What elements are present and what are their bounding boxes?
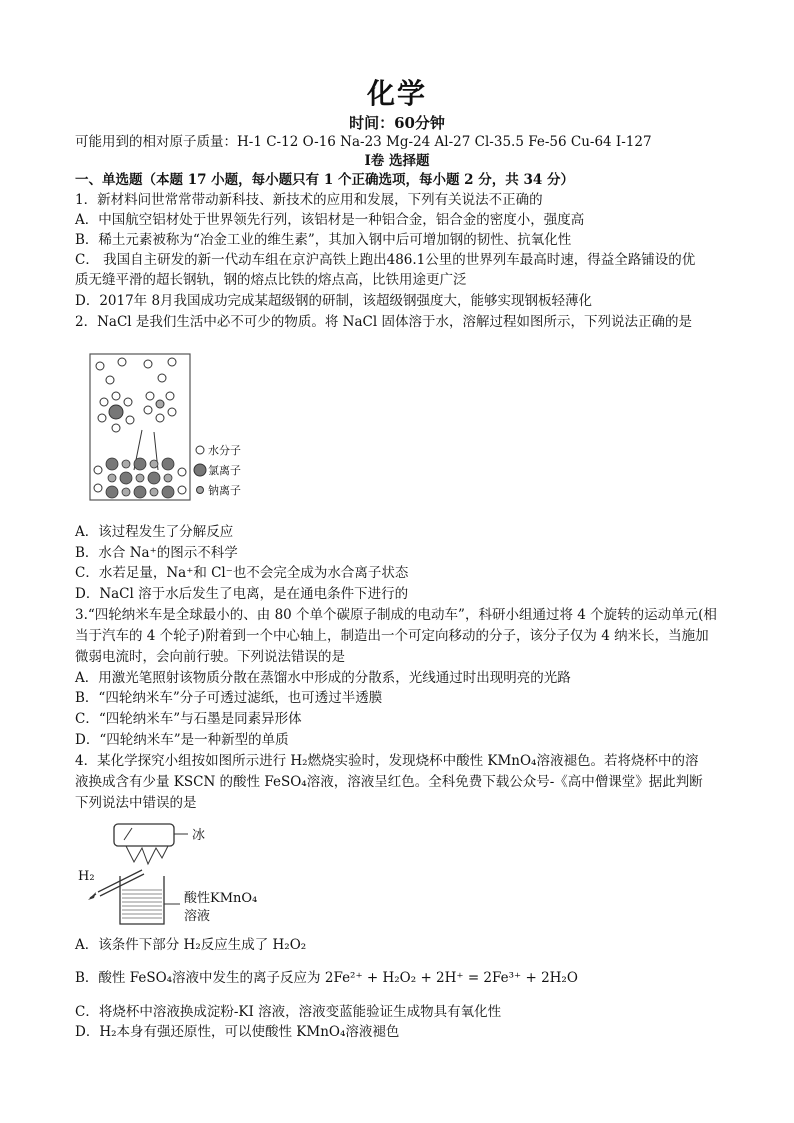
nacl-dissolution-figure bbox=[86, 352, 276, 504]
q3-option-a: A．用激光笔照射该物质分散在蒸馏水中形成的分散系，光线通过时出现明亮的光路 bbox=[75, 670, 571, 686]
legend-water-icon bbox=[196, 446, 204, 454]
q3-option-c: C．“四轮纳米车”与石墨是同素异形体 bbox=[75, 711, 302, 727]
q4-stem-line2: 液换成含有少量 KSCN 的酸性 FeSO₄溶液，溶液呈红色。全科免费下载公众号-《高中僧课堂》据此判断 bbox=[75, 774, 703, 790]
q3-stem-line3: 微弱电流时，会向前行驶。下列说法错误的是 bbox=[75, 649, 345, 665]
q1-option-b: B．稀土元素被称为“冶金工业的维生素”，其加入钢中后可增加钢的韧性、抗氧化性 bbox=[75, 232, 572, 248]
legend-na-label: 钠离子 bbox=[208, 484, 241, 497]
q2-option-d: D．NaCl 溶于水后发生了电离，是在通电条件下进行的 bbox=[75, 586, 409, 602]
section-heading: 一、单选题（本题 17 小题，每小题只有 1 个正确选项，每小题 2 分，共 34 分） bbox=[75, 172, 574, 188]
label-h2: H₂ bbox=[78, 869, 95, 884]
q2-stem: 2．NaCl 是我们生活中必不可少的物质。将 NaCl 固体溶于水，溶解过程如图所示，下列说法正确的是 bbox=[75, 314, 692, 330]
q1-option-c-line1: C． 我国自主研发的新一代动车组在京沪高铁上跑出486.1公里的世界列车最高时速，得益全路铺设的优 bbox=[75, 252, 696, 268]
q4-option-b: B．酸性 FeSO₄溶液中发生的离子反应为 2Fe²⁺ + H₂O₂ + 2H⁺ = 2Fe³⁺ + 2H₂O bbox=[75, 970, 578, 986]
atomic-masses: 可能用到的相对原子质量：H-1 C-12 O-16 Na-23 Mg-24 Al-27 Cl-35.5 Fe-56 Cu-64 I-127 bbox=[75, 134, 652, 150]
volume-heading: I卷 选择题 bbox=[364, 153, 430, 169]
legend-cl-label: 氯离子 bbox=[208, 464, 241, 477]
q1-option-c-line2: 质无缝平滑的超长钢轨，钢的熔点比铁的熔点高，比铁用途更广泛 bbox=[75, 272, 467, 288]
q3-option-b: B．“四轮纳米车”分子可透过滤纸，也可透过半透膜 bbox=[75, 690, 383, 706]
q1-option-a: A．中国航空铝材处于世界领先行列，该铝材是一种铝合金，铝合金的密度小，强度高 bbox=[75, 212, 585, 228]
q4-option-d: D．H₂本身有强还原性，可以使酸性 KMnO₄溶液褪色 bbox=[75, 1024, 400, 1040]
q4-stem-line1: 4．某化学探究小组按如图所示进行 H₂燃烧实验时，发现烧杯中酸性 KMnO₄溶液褪色。若将烧杯中的溶 bbox=[75, 753, 699, 769]
label-kmno4-line1: 酸性KMnO₄ bbox=[184, 891, 258, 906]
q4-option-a: A．该条件下部分 H₂反应生成了 H₂O₂ bbox=[75, 937, 307, 953]
page-title: 化学 bbox=[366, 77, 427, 110]
legend-cl-icon bbox=[194, 464, 206, 476]
q2-option-b: B．水合 Na⁺的图示不科学 bbox=[75, 545, 238, 561]
legend-water-label: 水分子 bbox=[208, 444, 241, 457]
q1-stem: 1．新材料问世常常带动新科技、新技术的应用和发展，下列有关说法不正确的 bbox=[75, 192, 543, 208]
q1-option-d: D．2017年 8月我国成功完成某超级钢的研制，该超级钢强度大，能够实现钢板轻薄化 bbox=[75, 293, 593, 309]
h2-combustion-apparatus bbox=[76, 818, 276, 930]
q3-stem-line1: 3.“四轮纳米车是全球最小的、由 80 个单个碳原子制成的电动车”，科研小组通过将 4 个旋转的运动单元(相 bbox=[75, 607, 717, 623]
q4-stem-line3: 下列说法中错误的是 bbox=[75, 795, 197, 811]
q2-option-c: C．水若足量，Na⁺和 Cl⁻也不会完全成为水合离子状态 bbox=[75, 565, 409, 581]
legend-na-icon bbox=[197, 487, 204, 494]
q3-option-d: D．“四轮纳米车”是一种新型的单质 bbox=[75, 732, 289, 748]
q4-option-c: C．将烧杯中溶液换成淀粉-KI 溶液，溶液变蓝能验证生成物具有氧化性 bbox=[75, 1004, 502, 1020]
q3-stem-line2: 当于汽车的 4 个轮子)附着到一个中心轴上，制造出一个可定向移动的分子，该分子仅为 4 纳米长，当施加 bbox=[75, 628, 709, 644]
label-kmno4-line2: 溶液 bbox=[184, 909, 211, 924]
exam-time: 时间：60分钟 bbox=[349, 114, 445, 132]
label-ice: 冰 bbox=[192, 828, 206, 843]
q2-option-a: A．该过程发生了分解反应 bbox=[75, 524, 234, 540]
